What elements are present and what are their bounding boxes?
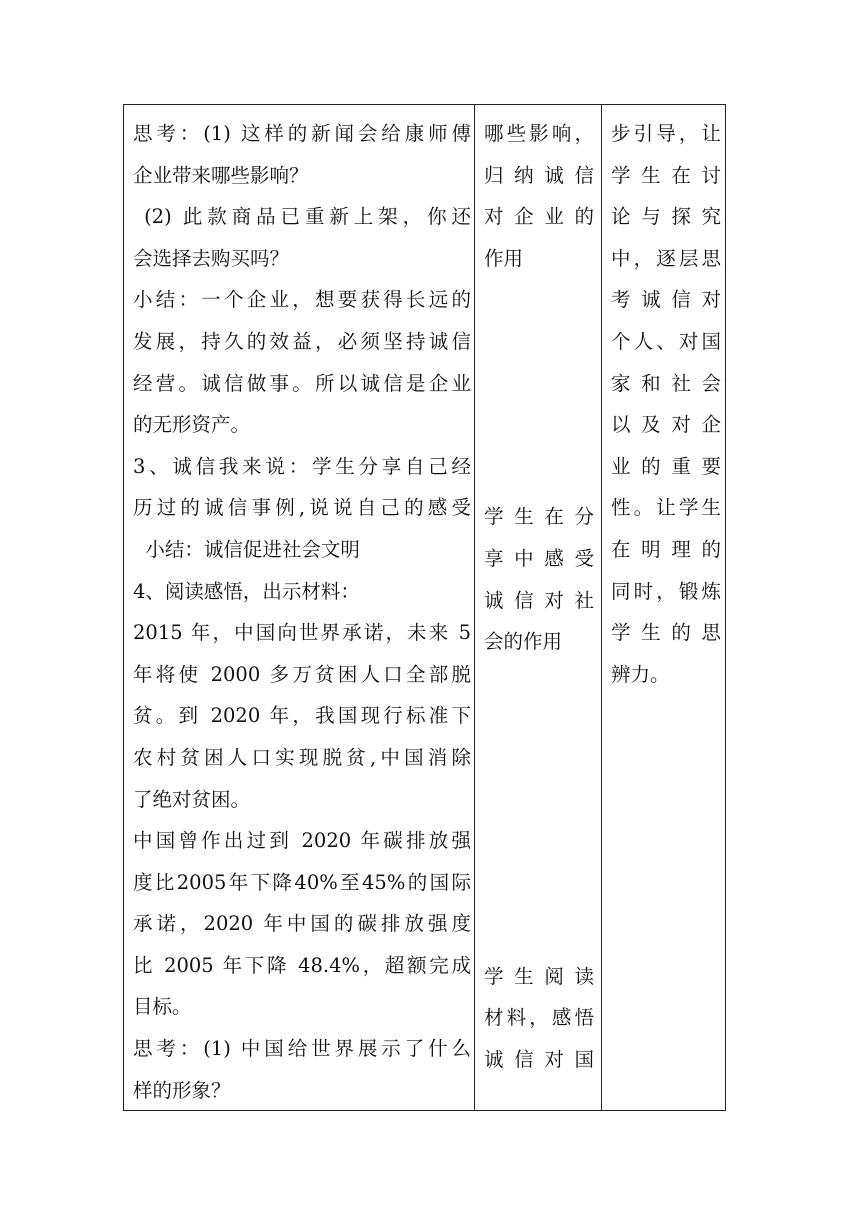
intent-line: 论与探究 [611,205,721,229]
content-line: 企业带来哪些影响？ [133,163,309,187]
intent-line: 学生的思 [611,621,721,645]
content-line: 度比2005年下降40%至45%的国际 [133,870,471,894]
content-line: 历过的诚信事例,说说自己的感受 [133,496,471,520]
activity-line: 享中感受 [484,546,594,570]
intent-line: 业的重要 [611,454,721,478]
content-line: 思考：(1) 中国给世界展示了什么 [133,1037,471,1061]
content-line: (2) 此款商品已重新上架，你还 [133,205,471,229]
content-line: 3、诚信我来说：学生分享自己经 [133,454,471,478]
activity-line: 材料，感悟 [484,1006,594,1030]
intent-line: 中，逐层思 [611,246,721,270]
design-intent-column [602,105,726,695]
intent-line: 辨力。 [611,662,670,686]
intent-line: 在明理的 [611,537,721,561]
content-line: 会选择去购买吗？ [133,246,290,270]
activity-line: 哪些影响， [484,122,594,145]
content-line: 年将使 2000 多万贫困人口全部脱 [133,662,471,686]
student-activity-column [475,105,601,1081]
content-line: 目标。 [133,995,192,1019]
intent-line: 性。让学生 [611,496,721,520]
content-line: 贫。到 2020 年，我国现行标准下 [133,704,471,728]
content-line: 样的形象？ [133,1078,231,1102]
intent-line: 以及对企 [611,413,721,437]
intent-line: 考诚信对 [611,288,721,312]
lesson-plan-table [123,104,726,1111]
content-line: 4、阅读感悟，出示材料： [133,579,360,603]
intent-line: 同时，锻炼 [611,579,721,603]
intent-line: 步引导，让 [611,122,721,145]
content-line: 发展，持久的效益，必须坚持诚信 [133,329,471,353]
content-line: 小结：一个企业，想要获得长远的 [133,288,471,312]
teaching-content-column [124,105,474,1111]
activity-line: 学生阅读 [484,964,594,988]
intent-line: 个人、对国 [611,329,721,353]
content-line: 2015 年，中国向世界承诺，未来 5 [133,621,471,645]
content-line: 思考：(1) 这样的新闻会给康师傅 [133,122,471,145]
activity-line: 诚信对社 [484,588,594,612]
content-line: 承诺，2020 年中国的碳排放强度 [133,912,471,936]
activity-line: 作用 [484,246,524,270]
content-line: 小结：诚信促进社会文明 [133,537,360,561]
content-line: 中国曾作出过到 2020 年碳排放强 [133,829,471,853]
content-line: 的无形资产。 [133,413,251,437]
activity-line: 归纳诚信 [484,163,594,187]
activity-line: 会的作用 [484,630,563,654]
intent-line: 家和社会 [611,371,721,395]
content-line: 了绝对贫困。 [133,787,251,811]
activity-line: 诚信对国 [484,1048,594,1072]
content-line: 比 2005 年下降 48.4%，超额完成 [133,953,471,977]
intent-line: 学生在讨 [611,163,721,187]
activity-line: 学生在分 [484,505,594,529]
content-line: 经营。诚信做事。所以诚信是企业 [133,371,471,395]
content-line: 农村贫困人口实现脱贫,中国消除 [133,745,471,769]
activity-line: 对企业的 [484,205,594,229]
